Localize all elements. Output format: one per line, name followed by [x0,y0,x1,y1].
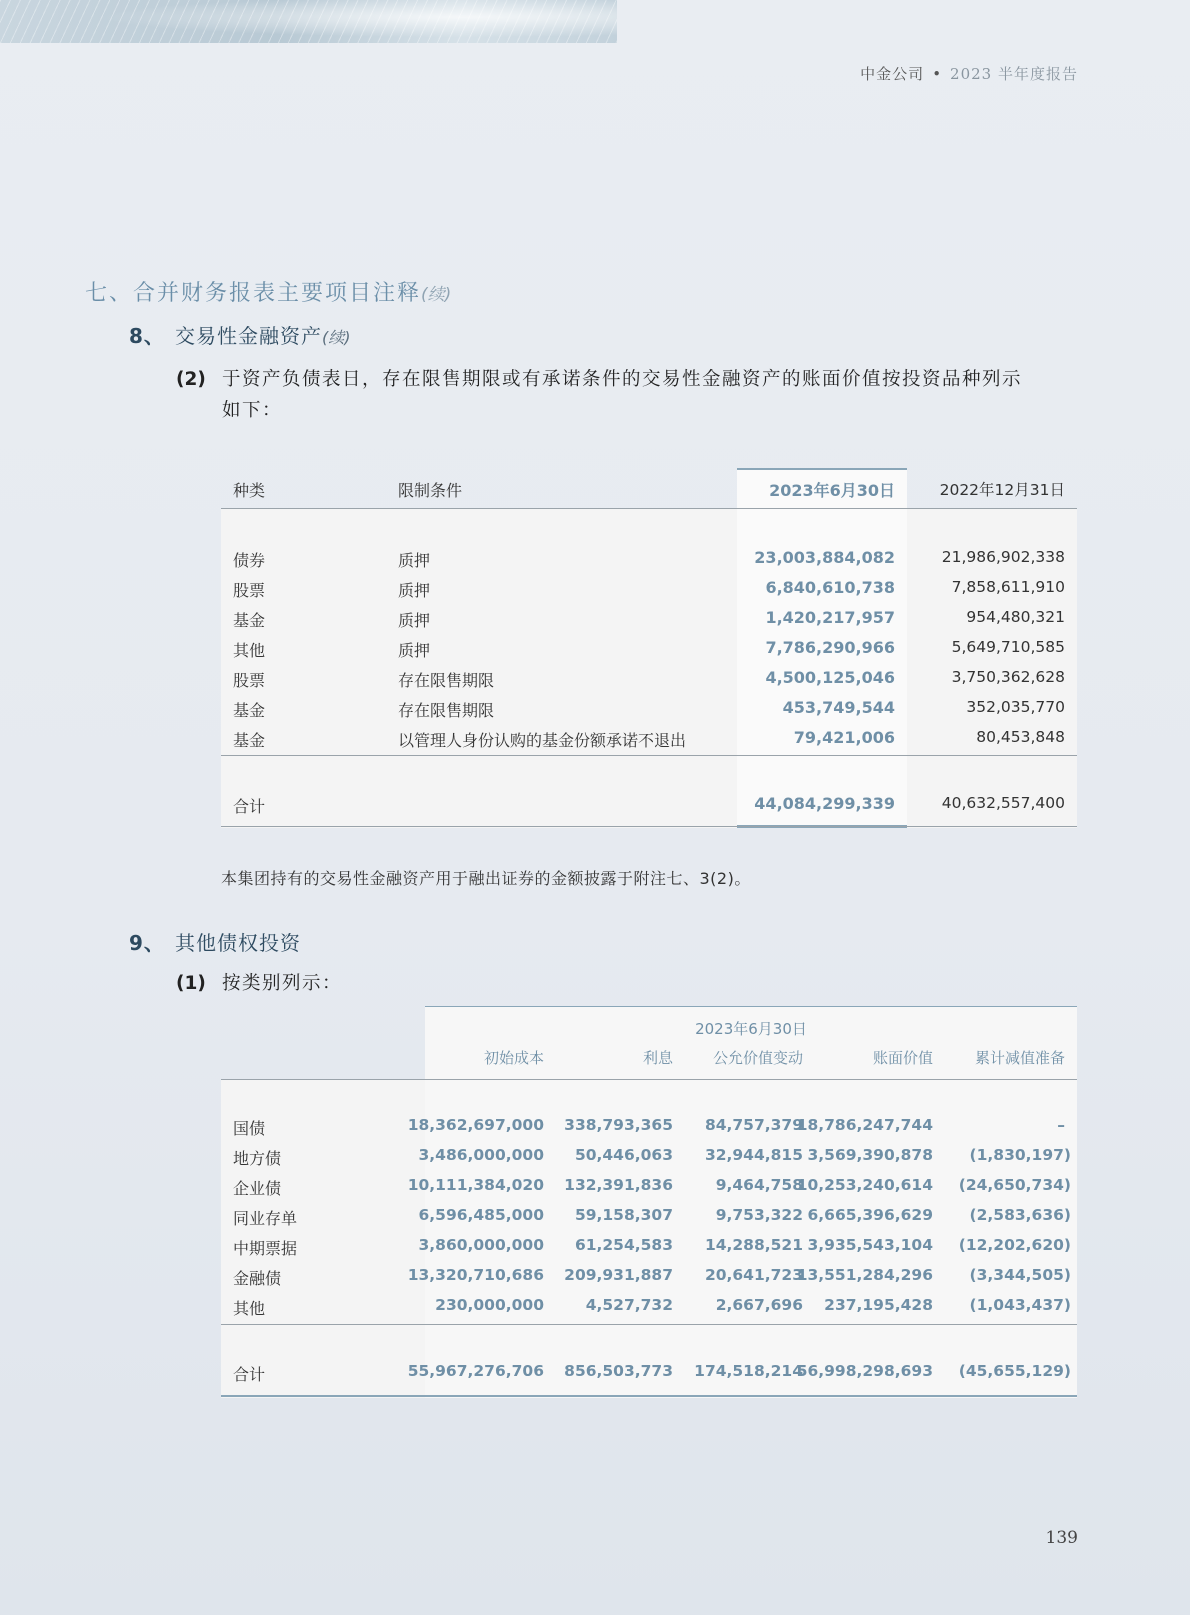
header-book-value: 账面价值 [872,1049,933,1067]
section-continued: (续) [421,285,452,305]
row-label: 企业债 [233,1179,282,1198]
cell-interest: 132,391,836 [564,1176,673,1194]
cell-initial-cost: 230,000,000 [435,1296,544,1314]
separator-dot: • [932,65,943,83]
section-title-text: 七、合并财务报表主要项目注释 [85,281,422,306]
bottom-rule [221,826,1077,827]
paragraph-1 [176,968,343,999]
subsection-8-title [129,320,351,349]
current-column-top-rule [737,468,907,470]
header-kind: 种类 [233,481,266,500]
row-kind: 股票 [233,671,266,690]
row-current-value: 1,420,217,957 [765,608,895,627]
total-book-value: 56,998,298,693 [796,1362,933,1380]
row-previous-value: 80,453,848 [976,728,1065,746]
paragraph-line-1: 于资产负债表日，存在限售期限或有承诺条件的交易性金融资产的账面价值按投资品种列示 [222,369,1023,390]
cell-interest: 61,254,583 [574,1236,673,1254]
cell-initial-cost: 3,860,000,000 [418,1236,544,1254]
cell-fair-value-change: 84,757,379 [704,1116,803,1134]
cell-interest: 4,527,732 [585,1296,673,1314]
total-previous-value: 40,632,557,400 [941,794,1065,812]
row-kind: 基金 [233,731,266,750]
header-previous-date: 2022年12月31日 [939,481,1065,499]
section-title [85,276,451,307]
subsection-continued: (续) [322,328,351,347]
cell-fair-value-change: 2,667,696 [715,1296,803,1314]
header-impairment: 累计减值准备 [974,1049,1065,1067]
row-kind: 债券 [233,551,266,570]
row-condition: 存在限售期限 [398,671,495,690]
header-current-date: 2023年6月30日 [769,481,895,500]
cell-impairment: (24,650,734) [958,1176,1071,1194]
cell-book-value: 18,786,247,744 [796,1116,933,1134]
subsection-number: 8、 [129,324,165,348]
row-current-value: 453,749,544 [782,698,895,717]
row-previous-value: 21,986,902,338 [941,548,1065,566]
header-initial-cost: 初始成本 [483,1049,544,1067]
row-current-value: 7,786,290,966 [765,638,895,657]
row-label: 同业存单 [233,1209,298,1228]
row-kind: 基金 [233,611,266,630]
date-header: 2023年6月30日 [695,1020,807,1038]
cell-interest: 59,158,307 [574,1206,673,1224]
cell-impairment: (1,830,197) [969,1146,1071,1164]
page-number: 139 [1045,1528,1078,1548]
row-condition: 存在限售期限 [398,701,495,720]
cell-impairment: (1,043,437) [969,1296,1071,1314]
row-current-value: 23,003,884,082 [754,548,895,567]
subsection-9-title [129,927,301,956]
bottom-rule [221,1395,1077,1397]
subsection-number: 9、 [129,931,165,955]
row-label: 金融债 [233,1269,282,1288]
row-condition: 质押 [398,611,431,630]
cell-initial-cost: 18,362,697,000 [407,1116,544,1134]
row-previous-value: 7,858,611,910 [951,578,1065,596]
cell-impairment: (2,583,636) [969,1206,1071,1224]
report-header [860,63,1078,84]
total-label: 合计 [233,1365,266,1384]
footnote-text: 本集团持有的交易性金融资产用于融出证券的金额披露于附注七、3(2)。 [221,869,751,888]
row-previous-value: 352,035,770 [966,698,1065,716]
row-current-value: 6,840,610,738 [765,578,895,597]
header-interest: 利息 [642,1049,673,1067]
total-label: 合计 [233,797,266,816]
header-condition: 限制条件 [398,481,463,500]
row-condition: 质押 [398,581,431,600]
row-kind: 基金 [233,701,266,720]
header-rule [221,1079,1077,1080]
row-kind: 股票 [233,581,266,600]
total-rule [221,1324,1077,1325]
cell-book-value: 237,195,428 [824,1296,933,1314]
paragraph-number: (2) [176,369,206,390]
paragraph-number: (1) [176,973,206,994]
total-current-value: 44,084,299,339 [754,794,895,813]
total-fair-value-change: 174,518,214 [694,1362,803,1380]
header-banner-image [0,0,617,43]
total-impairment: (45,655,129) [958,1362,1071,1380]
cell-book-value: 3,569,390,878 [807,1146,933,1164]
cell-fair-value-change: 9,753,322 [715,1206,803,1224]
paragraph-line-2: 如下： [222,400,283,421]
row-label: 地方债 [233,1149,282,1168]
cell-fair-value-change: 14,288,521 [704,1236,803,1254]
cell-book-value: 6,665,396,629 [807,1206,933,1224]
cell-fair-value-change: 32,944,815 [704,1146,803,1164]
total-rule [221,755,1077,756]
row-current-value: 79,421,006 [793,728,895,747]
cell-fair-value-change: 9,464,758 [715,1176,803,1194]
paragraph-2 [176,364,1023,426]
row-condition: 质押 [398,551,431,570]
cell-impairment: (12,202,620) [958,1236,1071,1254]
row-current-value: 4,500,125,046 [765,668,895,687]
company-name: 中金公司 [860,65,925,83]
cell-initial-cost: 6,596,485,000 [418,1206,544,1224]
cell-book-value: 10,253,240,614 [796,1176,933,1194]
row-label: 国债 [233,1119,266,1138]
cell-impairment: (3,344,505) [969,1266,1071,1284]
row-label: 中期票据 [233,1239,298,1258]
cell-book-value: 13,551,284,296 [796,1266,933,1284]
row-kind: 其他 [233,641,266,660]
header-rule [221,508,1077,509]
cell-book-value: 3,935,543,104 [807,1236,933,1254]
cell-initial-cost: 10,111,384,020 [407,1176,544,1194]
cell-initial-cost: 13,320,710,686 [407,1266,544,1284]
subsection-title-text: 其他债权投资 [175,931,301,955]
top-rule [425,1006,1077,1007]
cell-interest: 50,446,063 [574,1146,673,1164]
cell-impairment: – [1057,1116,1065,1134]
header-fair-value-change: 公允价值变动 [712,1049,803,1067]
cell-initial-cost: 3,486,000,000 [418,1146,544,1164]
paragraph-text: 按类别列示： [222,973,343,994]
cell-fair-value-change: 20,641,723 [704,1266,803,1284]
subsection-title-text: 交易性金融资产 [175,324,322,348]
row-previous-value: 5,649,710,585 [951,638,1065,656]
total-initial-cost: 55,967,276,706 [407,1362,544,1380]
row-previous-value: 954,480,321 [966,608,1065,626]
row-condition: 质押 [398,641,431,660]
row-label: 其他 [233,1299,266,1318]
restricted-assets-table [221,468,1077,828]
row-condition: 以管理人身份认购的基金份额承诺不退出 [398,731,687,750]
report-name: 2023 半年度报告 [950,65,1078,83]
total-interest: 856,503,773 [564,1362,673,1380]
cell-interest: 338,793,365 [564,1116,673,1134]
cell-interest: 209,931,887 [564,1266,673,1284]
row-previous-value: 3,750,362,628 [951,668,1065,686]
other-debt-investments-table [221,1006,1077,1398]
